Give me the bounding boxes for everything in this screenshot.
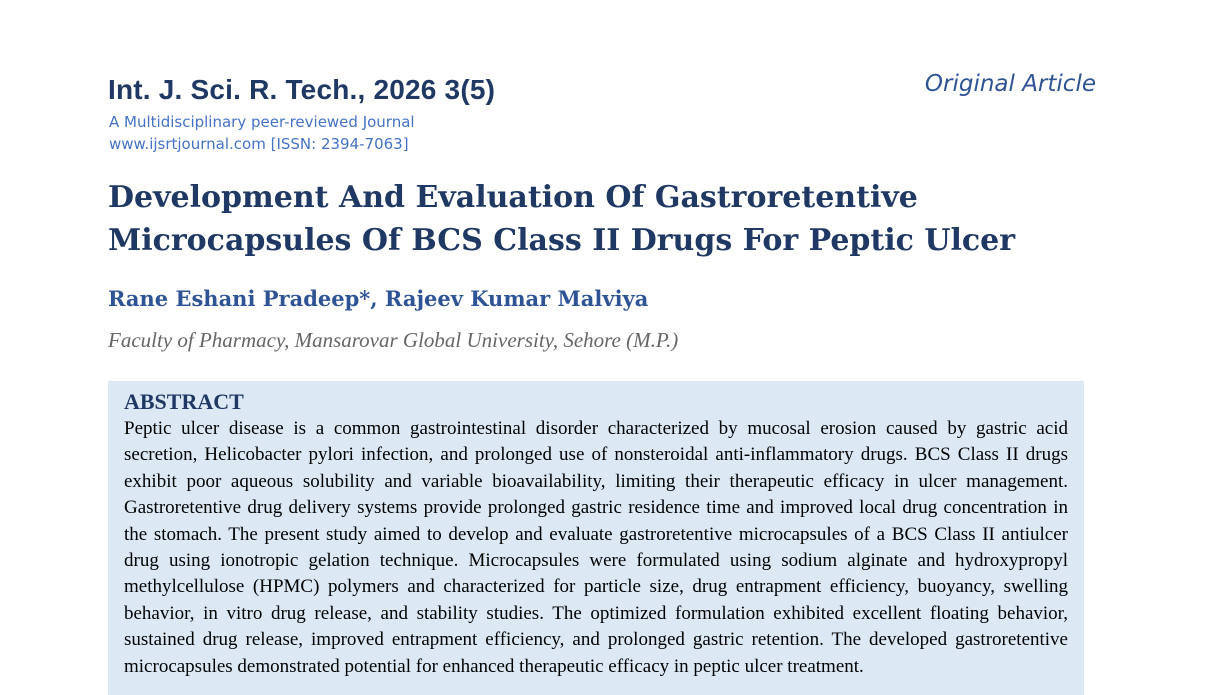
paper-title-line-2: Microcapsules Of BCS Class II Drugs For Peptic Ulcer xyxy=(108,223,1016,258)
journal-title: Int. J. Sci. R. Tech., 2026 3(5) xyxy=(108,74,496,105)
abstract-text: Peptic ulcer disease is a common gastrointestinal disorder characterized by mucosal erosion caused by gastric acid secretion, Helicobacter pylori infection, and prolonged use of nonsteroidal anti-inflammatory drugs. BCS Class II drugs exhibit poor aqueous solubility and variable bioavailability, limiting their therapeutic efficacy in ulcer management. Gastroretentive drug delivery systems provide prolonged gastric residence time and improved local drug concentration in the stomach. The present study aimed to develop and evaluate gastroretentive microcapsules of a BCS Class II antiulcer drug using ionotropic gelation technique. Microcapsules were formulated using sodium alginate and hydroxypropyl methylcellulose (HPMC) polymers and characterized for particle size, drug entrapment efficiency, buoyancy, swelling behavior, in vitro drug release, and stability studies. The optimized formulation exhibited excellent floating behavior, sustained drug release, improved entrapment efficiency, and prolonged gastric retention. The developed gastroretentive microcapsules demonstrated potential for enhanced therapeutic efficacy in peptic ulcer treatment. xyxy=(124,418,1068,677)
abstract-heading: ABSTRACT xyxy=(124,389,244,414)
journal-website-issn: www.ijsrtjournal.com [ISSN: 2394-7063] xyxy=(109,135,409,153)
journal-tagline: A Multidisciplinary peer-reviewed Journal xyxy=(109,113,415,131)
author-affiliation: Faculty of Pharmacy, Mansarovar Global University, Sehore (M.P.) xyxy=(108,328,679,352)
paper-title-line-1: Development And Evaluation Of Gastroretentive xyxy=(108,180,918,215)
article-type-label: Original Article xyxy=(924,71,1096,97)
author-list: Rane Eshani Pradeep*, Rajeev Kumar Malviya xyxy=(108,286,649,311)
abstract-section xyxy=(108,381,1084,695)
paper-title xyxy=(108,176,1108,262)
